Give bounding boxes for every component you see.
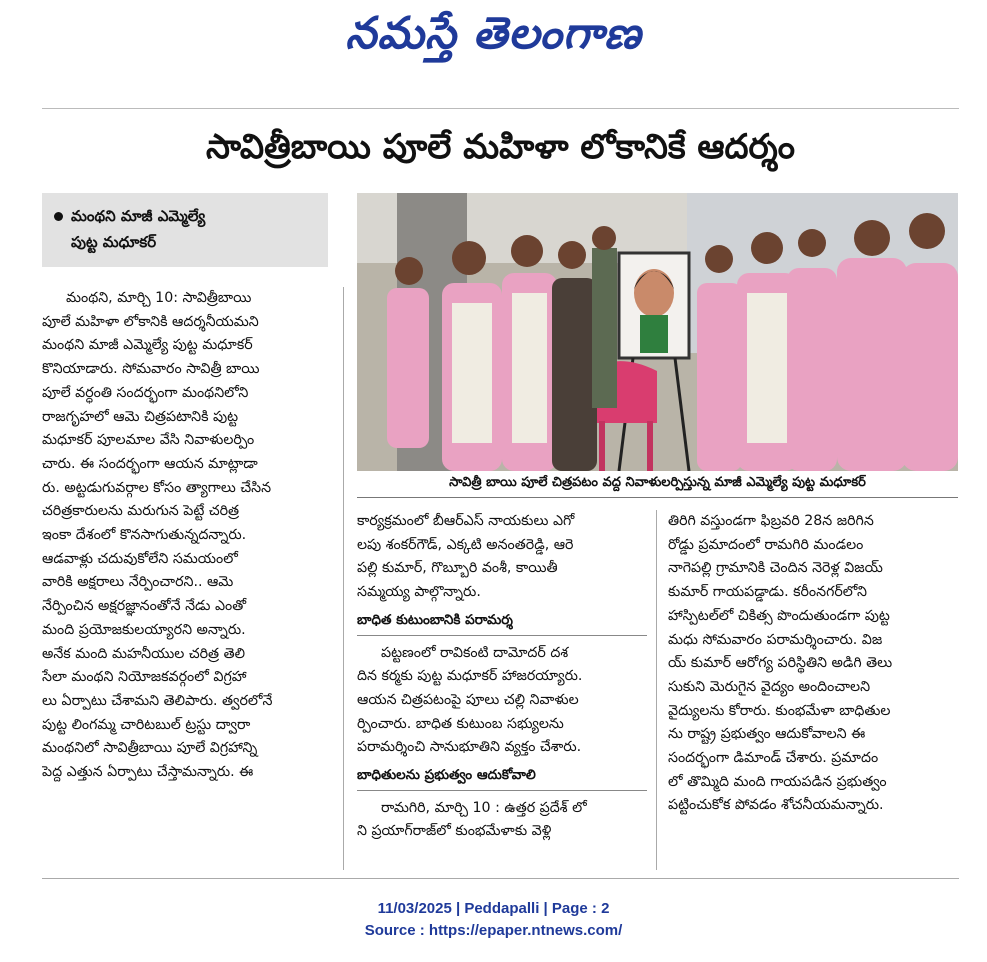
text-line: వైద్యులను కోరారు. కుంభమేళా బాధితుల [668,702,891,719]
text-line: పూలే వర్ధంతి సందర్భంగా మంథనిలోని [42,384,249,401]
text-line: దిన కర్మకు పుట్ట మధూకర్ హాజరయ్యారు. [357,668,583,685]
headline [42,118,959,184]
text-line: పూలే మహిళా లోకానికి ఆదర్శనీయమని [42,313,259,330]
text-line: మంది ప్రయోజకులయ్యారని అన్నారు. [42,621,246,638]
text-line: ఆయన చిత్రపటంపై పూలు చల్లి నివాళుల [357,691,579,708]
text-line: ను రాష్ట్ర ప్రభుత్వం ఆదుకోవాలని ఈ [668,726,866,743]
text-line: నేర్పించిన అక్షరజ్ఞానంతోనే నేడు ఎంతో [42,598,247,615]
text-line: చరిత్రకారులను మరుగున పెట్టే చరిత్ర [42,503,240,520]
masthead-title: నమస్తే తెలంగాణ [345,8,642,59]
subheading-line2: పుట్ట మధూకర్ [71,233,157,251]
text-line: పల్లి కుమార్, గొబ్బూరి వంశీ, కాయితీ [357,560,558,577]
text-line: ని ప్రయాగ్‌రాజ్‌లో కుంభమేళాకు వెళ్లి [357,823,552,840]
news-photo [357,193,958,471]
text-line: అనేక మంది మహనీయుల చరిత్ర తెలి [42,645,246,662]
text-line: లపు శంకర్‌గౌడ్, ఎక్కటి అనంతరెడ్డి, ఆరె [357,536,574,553]
text-line: తిరిగి వస్తుండగా ఫిబ్రవరి 28న జరిగిన [668,513,874,529]
text-line: పుట్ట లింగమ్మ చారిటబుల్ ట్రస్టు ద్వారా [42,716,251,733]
text-line: కొనియాడారు. సోమవారం సావిత్రీ బాయి [42,361,260,378]
text-line: ఆడవాళ్లు చదువుకోలేని సమయంలో [42,550,238,567]
text-line: కుమార్ గాయపడ్డాడు. కరీంనగర్‌లోని [668,584,867,601]
text-line: రోడ్డు ప్రమాదంలో రామగిరి మండలం [668,536,864,553]
photo-caption: సావిత్రీ బాయి పూలే చిత్రపటం వద్ద నివాళులర్పిస్తున్న మాజీ ఎమ్మెల్యే పుట్ట మధూకర్ [357,471,958,498]
text-line: హాస్పిటల్‌లో చికిత్స పొందుతుండగా పుట్ట [668,607,890,624]
text-line: సందర్భంగా డిమాండ్ చేశారు. ప్రమాదం [668,750,879,767]
text-line: సేలా మంథని నియోజకవర్గంలో విగ్రహా [42,669,247,686]
text-line: మంథని మాజీ ఎమ్మెల్యే పుట్ట మధూకర్ [42,337,253,354]
text-line: సుకుని మెరుగైన వైద్యం అందించాలని [668,678,871,695]
text-line: లో తొమ్మిది మంది గాయపడిన ప్రభుత్వం [668,773,887,790]
article-column-2 [357,510,647,844]
section-subheading: బాధిత కుటుంబానికి పరామర్శ [357,609,647,636]
footer-source-link[interactable]: Source : https://epaper.ntnews.com/ [364,922,623,939]
article-column-1 [42,287,332,785]
text-line: వారికి అక్షరాలు నేర్పించారని.. ఆమె [42,574,234,591]
text-line: ర్పించారు. బాధిత కుటుంబ సభ్యులను [357,715,564,732]
text-line: య్ కుమార్ ఆరోగ్య పరిస్థితిని అడిగి తెలు [668,655,893,672]
subheading-box [42,193,328,267]
text-line: ఇంకా దేశంలో కొనసాగుతున్నదన్నారు. [42,527,247,544]
footer-date-line: 11/03/2025 | Peddapalli | Page : 2 [377,900,610,917]
article-column-3 [668,510,958,818]
photo-icon [357,193,958,471]
section-subheading: బాధితులను ప్రభుత్వం ఆదుకోవాలి [357,764,647,791]
text-line: నాగెపల్లి గ్రామానికి చెందిన నెరెళ్ల విజయ్ [668,560,883,577]
masthead [0,0,987,78]
text-line: రాజగృహలో ఆమె చిత్రపటానికి పుట్ట [42,408,239,425]
column-divider [656,510,657,870]
text-line: రు. అట్టడుగువర్గాల కోసం త్యాగాలు చేసిన [42,479,272,496]
text-line: లు ఏర్పాటు చేశామని తెలిపారు. త్వరలోనే [42,692,273,709]
subheading-line1: మంథని మాజీ ఎమ్మెల్యే [71,207,206,225]
text-line: కార్యక్రమంలో బీఆర్ఎస్ నాయకులు ఎగో [357,513,575,529]
text-line: మధూకర్ పూలమాల వేసి నివాళులర్పిం [42,432,255,449]
column-divider [343,287,344,870]
text-line: పరామర్శించి సానుభూతిని వ్యక్తం చేశారు. [357,739,582,756]
text-line: మధు సోమవారం పరామర్శించారు. విజ [668,631,883,648]
text-line: పట్టించుకోక పోవడం శోచనీయమన్నారు. [668,797,884,814]
text-line: రామగిరి, మార్చి 10 : ఉత్తర ప్రదేశ్ లో [381,799,587,816]
text-line: చారు. ఈ సందర్భంగా ఆయన మాట్లాడా [42,455,258,472]
headline-text: సావిత్రీబాయి పూలే మహిళా లోకానికే ఆదర్శం [205,127,796,167]
bullet-icon [54,212,63,221]
text-line: మంథనిలో సావిత్రీబాయి పూలే విగ్రహాన్ని [42,740,258,757]
text-line: సమ్మయ్య పాల్గొన్నారు. [357,584,481,601]
article-bottom-rule [42,878,959,879]
text-line: పెద్ద ఎత్తున ఏర్పాటు చేస్తామన్నారు. ఈ [42,764,254,781]
text-line: మంథని, మార్చి 10: సావిత్రీబాయి [66,290,252,306]
text-line: పట్టణంలో రావికంటి దామోదర్ దశ [381,644,569,661]
